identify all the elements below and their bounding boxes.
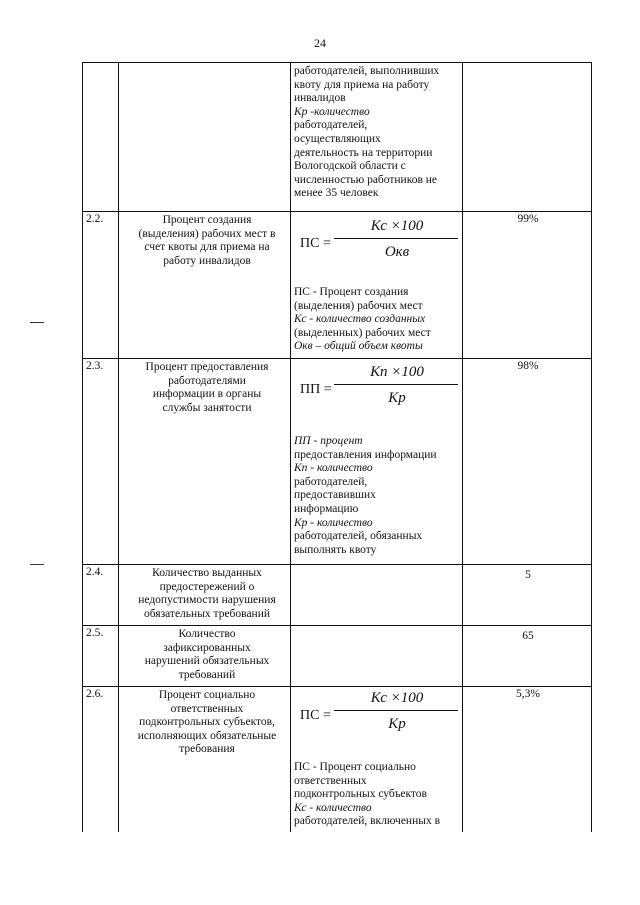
fraction-bar <box>334 710 458 711</box>
indicator-name: Количество выданных предостережений о недопустимости нарушения обязательных требований <box>138 567 276 620</box>
indicators-table <box>82 62 592 832</box>
indicator-name: Процент создания (выделения) рабочих мест в счет квоты для приема на работу инвалидов <box>138 214 276 267</box>
table-border <box>591 62 592 832</box>
indicator-name: Количество зафиксированных нарушений обязательных требований <box>144 628 270 681</box>
formula-legend: ПП - процент предоставления информации Кп - количество работодателей, предоставивших информацию Кр - количество работодателей, обязанных выполнять квоту <box>294 435 437 556</box>
table-border <box>82 358 592 359</box>
indicator-value: 65 <box>522 630 534 642</box>
margin-mark <box>30 564 44 565</box>
indicator-value: 98% <box>517 360 539 372</box>
continuation-text: работодателей, выполнивших квоту для приема на работу инвалидов Кр -количество работодателей, осуществляющих деятельность на территории Вологодской области с численностью работников не менее 35 человек <box>294 65 440 200</box>
page-number: 24 <box>314 36 326 50</box>
row-number: 2.6. <box>86 688 104 700</box>
table-border <box>82 62 592 63</box>
formula: ПП = Кп ×100 Кр <box>294 364 464 412</box>
table-border <box>82 211 592 212</box>
row-number: 2.4. <box>86 566 104 578</box>
table-border <box>82 625 592 626</box>
formula-legend: ПС - Процент социально ответственных подконтрольных субъектов Кс - количество работодателей, включенных в <box>294 761 441 828</box>
fraction-bar <box>334 384 458 385</box>
table-border <box>82 564 592 565</box>
indicator-value: 5,3% <box>516 688 540 700</box>
indicator-name: Процент социально ответственных подконтрольных субъектов, исполняющих обязательные требования <box>137 689 277 756</box>
formula: ПС = Кс ×100 Кр <box>294 690 464 738</box>
indicator-value: 5 <box>525 569 531 581</box>
row-number: 2.5. <box>86 627 104 639</box>
row-number: 2.3. <box>86 360 104 372</box>
row-number: 2.2. <box>86 213 104 225</box>
indicator-value: 99% <box>517 213 539 225</box>
table-border <box>82 62 83 832</box>
table-border <box>118 62 119 832</box>
formula: ПС = Кс ×100 Окв <box>294 218 464 266</box>
table-border <box>82 686 592 687</box>
indicator-name: Процент предоставления работодателями информации в органы службы занятости <box>145 361 269 414</box>
formula-legend: ПС - Процент создания (выделения) рабочих мест Кс - количество созданных (выделенных) рабочих мест Окв – общий объем квоты <box>294 286 431 353</box>
fraction-bar <box>334 238 458 239</box>
margin-mark <box>30 322 44 323</box>
